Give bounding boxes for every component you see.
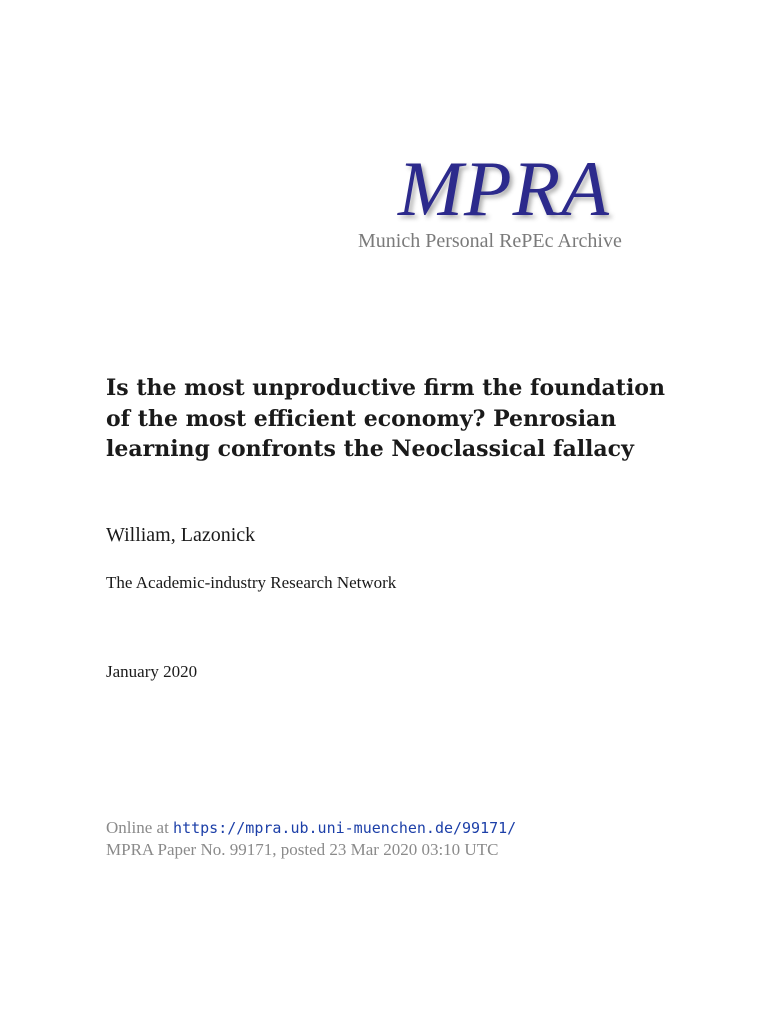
- paper-url-link[interactable]: https://mpra.ub.uni-muenchen.de/99171/: [173, 819, 517, 837]
- paper-affiliation: The Academic-industry Research Network: [106, 573, 397, 592]
- mpra-logo-mark: MPRA: [398, 145, 610, 232]
- mpra-logo: [358, 145, 658, 260]
- online-at-label: Online at: [106, 818, 169, 837]
- online-at-line: [106, 818, 516, 838]
- mpra-logo-subtitle: Munich Personal RePEc Archive: [358, 230, 622, 252]
- paper-info-line: MPRA Paper No. 99171, posted 23 Mar 2020 03:10 UTC: [106, 840, 499, 859]
- paper-title: Is the most unproductive firm the foundation of the most efficient economy? Penrosian learning confronts the Neoclassical fallacy: [106, 375, 665, 462]
- paper-date: January 2020: [106, 662, 198, 681]
- paper-author: William, Lazonick: [106, 524, 256, 546]
